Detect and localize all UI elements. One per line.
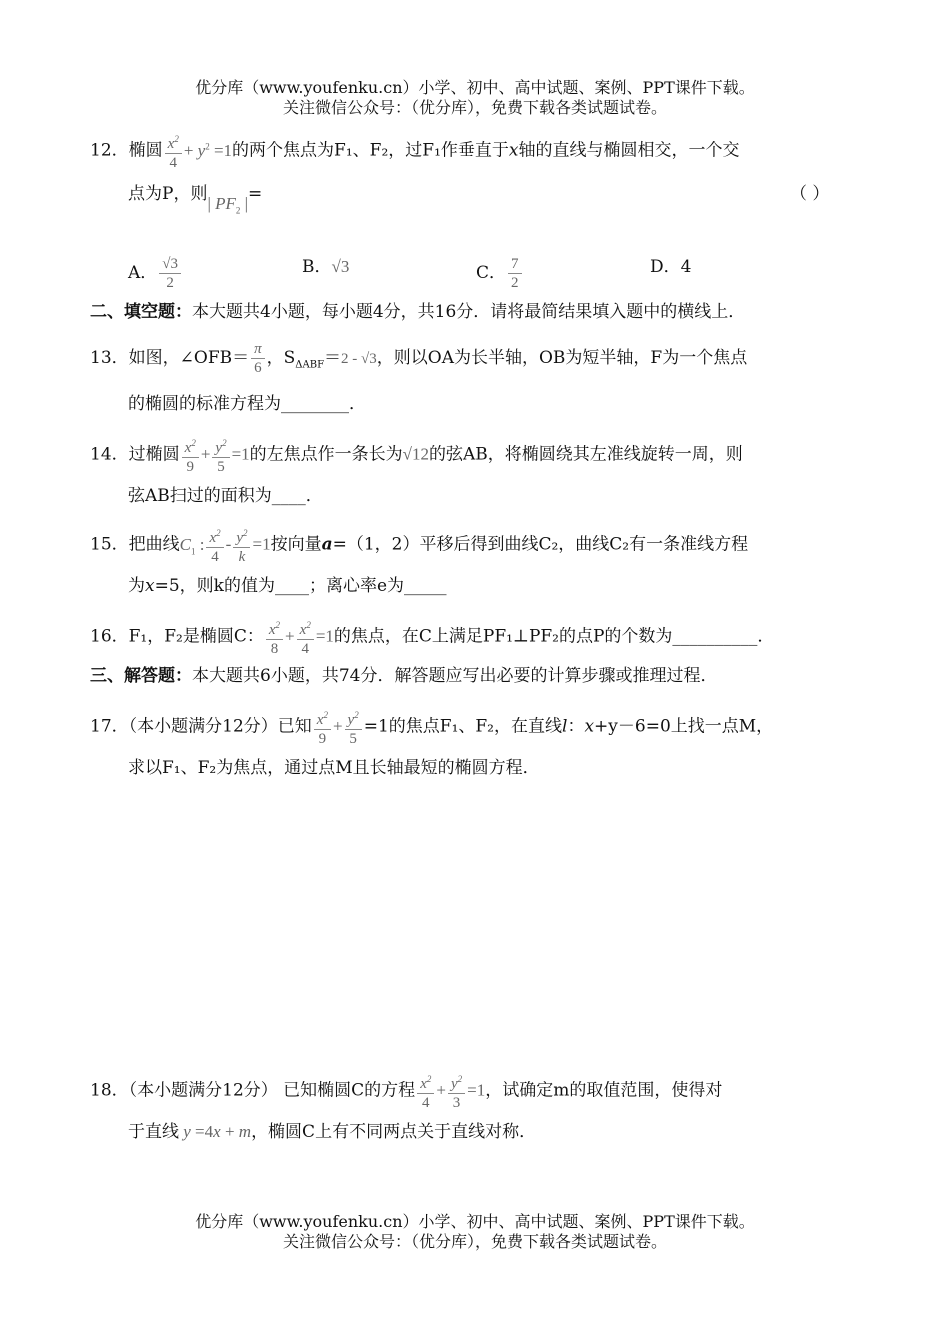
text: =1的焦点F₁、F₂，在直线 <box>363 716 562 737</box>
fraction: $\frac{x^2}{4}$ <box>206 524 223 566</box>
fraction: $\frac{√3}{2}$ <box>159 255 181 292</box>
text: 点为P，则 <box>128 184 208 204</box>
fraction: $\frac{7}{2}$ <box>508 255 522 292</box>
question-number: 14． <box>90 444 129 465</box>
text: F₁，F₂是椭圆C： <box>128 626 264 647</box>
question-number: 16． <box>90 626 129 647</box>
fraction: $\frac{y^2}{5}$ <box>345 706 362 748</box>
header-line-1: 优分库（www.youfenku.cn）小学、初中、高中试题、案例、PPT课件下载。 <box>195 78 755 97</box>
option-d: D．4 <box>650 257 692 277</box>
math: =1 <box>252 534 271 554</box>
answer-paren: （ ） <box>790 184 830 204</box>
text: 椭圆 <box>128 140 163 161</box>
vector-pf2: | $PF_2$ | <box>207 194 249 216</box>
text: 如图，∠OFB＝ <box>128 348 250 368</box>
text: 轴的直线与椭圆相交，一个交 <box>518 140 740 161</box>
footer-line-2: 关注微信公众号：（优分库），免费下载各类试题试卷。 <box>282 1232 667 1251</box>
text: +y－6=0上找一点M， <box>594 716 774 737</box>
text: 的弦AB，将椭圆绕其左准线旋转一周，则 <box>429 444 743 465</box>
text: 于直线 <box>128 1122 179 1142</box>
question-14-line-1: 14．过椭圆 $\frac{x^2}{9}$ + $\frac{y^2}{5}$ =1的左焦点作一条长为√12的弦AB，将椭圆绕其左准线旋转一周，则 <box>90 434 743 476</box>
fraction: $\frac{x^2}{8}$ <box>266 616 283 658</box>
question-18-line-1: 18．（本小题满分12分） 已知椭圆C的方程 $\frac{x^2}{4}$ + $\frac{y^2}{3}$ =1，试确定m的取值范围，使得对 <box>90 1070 722 1112</box>
section-3-heading <box>90 664 717 688</box>
math: √3 <box>331 257 350 276</box>
header-line-2: 关注微信公众号：（优分库），免费下载各类试题试卷。 <box>282 98 667 117</box>
fraction: $\frac{x^2}{4}$ <box>297 616 314 658</box>
question-15-line-1: 15．把曲线$C_1$ : $\frac{x^2}{4}$ - $\frac{y^2}{k}$ =1按向量a=（1，2）平移后得到曲线C₂，曲线C₂有一条准线方程 <box>90 524 748 566</box>
text: 求以F₁、F₂为焦点，通过点M且长轴最短的椭圆方程． <box>128 758 540 778</box>
math: √12 <box>402 444 430 464</box>
text: 的两个焦点为F₁、F₂，过F₁作垂直于 <box>232 140 509 161</box>
text: = <box>248 184 263 204</box>
question-12-line-1 <box>90 130 739 172</box>
option-b <box>302 255 349 279</box>
question-number: 12． <box>90 140 129 161</box>
math: + $y^2 =1$ <box>183 140 233 160</box>
text: 的左焦点作一条长为 <box>249 444 403 465</box>
question-13-line-1 <box>90 340 747 377</box>
question-17-line-1: 17．（本小题满分12分）已知 $\frac{x^2}{9}$ + $\frac{y^2}{5}$ =1的焦点F₁、F₂，在直线l：x+y－6=0上找一点M， <box>90 706 773 748</box>
line-l: l <box>562 716 568 737</box>
text: C． <box>476 263 507 283</box>
fraction: $\frac{y^2}{5}$ <box>212 434 229 476</box>
question-15-line-2 <box>90 574 447 598</box>
text: 弦AB扫过的面积为____． <box>128 486 323 506</box>
text: 把曲线 <box>128 534 180 555</box>
option-c <box>476 255 524 292</box>
question-14-line-2 <box>90 484 323 508</box>
text: =5，则k的值为____；离心率e为_____ <box>154 576 447 596</box>
text: ，试确定m的取值范围，使得对 <box>485 1080 723 1101</box>
text: ＝ <box>324 348 342 368</box>
text: 过椭圆 <box>128 444 180 465</box>
question-number: 18． <box>90 1080 129 1101</box>
math: $C_1$ : <box>179 534 205 556</box>
section-2-heading <box>90 300 745 324</box>
question-number: 17． <box>90 716 129 737</box>
fraction: $\frac{x^2}{9}$ <box>314 706 331 748</box>
text: 的椭圆的标准方程为________． <box>128 394 366 414</box>
question-number: 15． <box>90 534 129 555</box>
text: 本大题共6小题，共74分．解答题应写出必要的计算步骤或推理过程． <box>192 666 718 686</box>
vector-a: a <box>321 534 333 555</box>
fraction: $\frac{x^2}{9}$ <box>182 434 199 476</box>
section-title: 三、解答题： <box>90 666 192 686</box>
text: ΔABF <box>295 359 325 371</box>
text: ，S <box>266 348 296 368</box>
text: ，则以OA为长半轴，OB为短半轴，F为一个焦点 <box>376 348 748 368</box>
math: y =4x + m <box>183 1122 252 1141</box>
question-number: 13． <box>90 348 129 368</box>
text: 的焦点，在C上满足PF₁⊥PF₂的点P的个数为__________． <box>333 626 775 647</box>
footer-line-1: 优分库（www.youfenku.cn）小学、初中、高中试题、案例、PPT课件下载。 <box>195 1212 755 1231</box>
question-18-line-2 <box>90 1120 536 1144</box>
text: 本大题共4小题，每小题4分，共16分．请将最简结果填入题中的横线上． <box>192 302 746 322</box>
text: （本小题满分12分）已知 <box>128 716 312 737</box>
question-13-line-2 <box>90 392 366 416</box>
text: （本小题满分12分） 已知椭圆C的方程 <box>128 1080 416 1101</box>
fraction: $\frac{y^2}{3}$ <box>448 1070 465 1112</box>
question-12-line-2 <box>90 182 840 216</box>
text: B． <box>302 257 332 277</box>
fraction: $\frac{\pi}{6}$ <box>251 340 265 377</box>
fraction: $\frac{y^2}{k}$ <box>233 524 250 566</box>
question-17-line-2 <box>90 756 540 780</box>
text: ，椭圆C上有不同两点关于直线对称． <box>251 1122 537 1142</box>
question-16-line-1: 16．F₁，F₂是椭圆C： $\frac{x^2}{8}$ + $\frac{x^2}{4}$ =1的焦点，在C上满足PF₁⊥PF₂的点P的个数为__________． <box>90 616 774 658</box>
math: 2 - √3 <box>341 351 377 367</box>
math: =1 <box>315 626 334 646</box>
math: x <box>584 716 595 737</box>
math: =1 <box>231 444 250 464</box>
text: A． <box>128 263 158 283</box>
option-a <box>128 255 183 292</box>
text: =（1，2）平移后得到曲线C₂，曲线C₂有一条准线方程 <box>332 534 749 555</box>
text: 按向量 <box>270 534 322 555</box>
ellipse-fraction: $\frac{x^2}{4}$ <box>165 130 182 172</box>
text: 为 <box>128 576 145 596</box>
math: =1 <box>467 1080 486 1100</box>
math: x <box>145 576 155 596</box>
text: x <box>508 140 519 161</box>
fraction: $\frac{x^2}{4}$ <box>417 1070 434 1112</box>
section-title: 二、填空题： <box>90 302 192 322</box>
